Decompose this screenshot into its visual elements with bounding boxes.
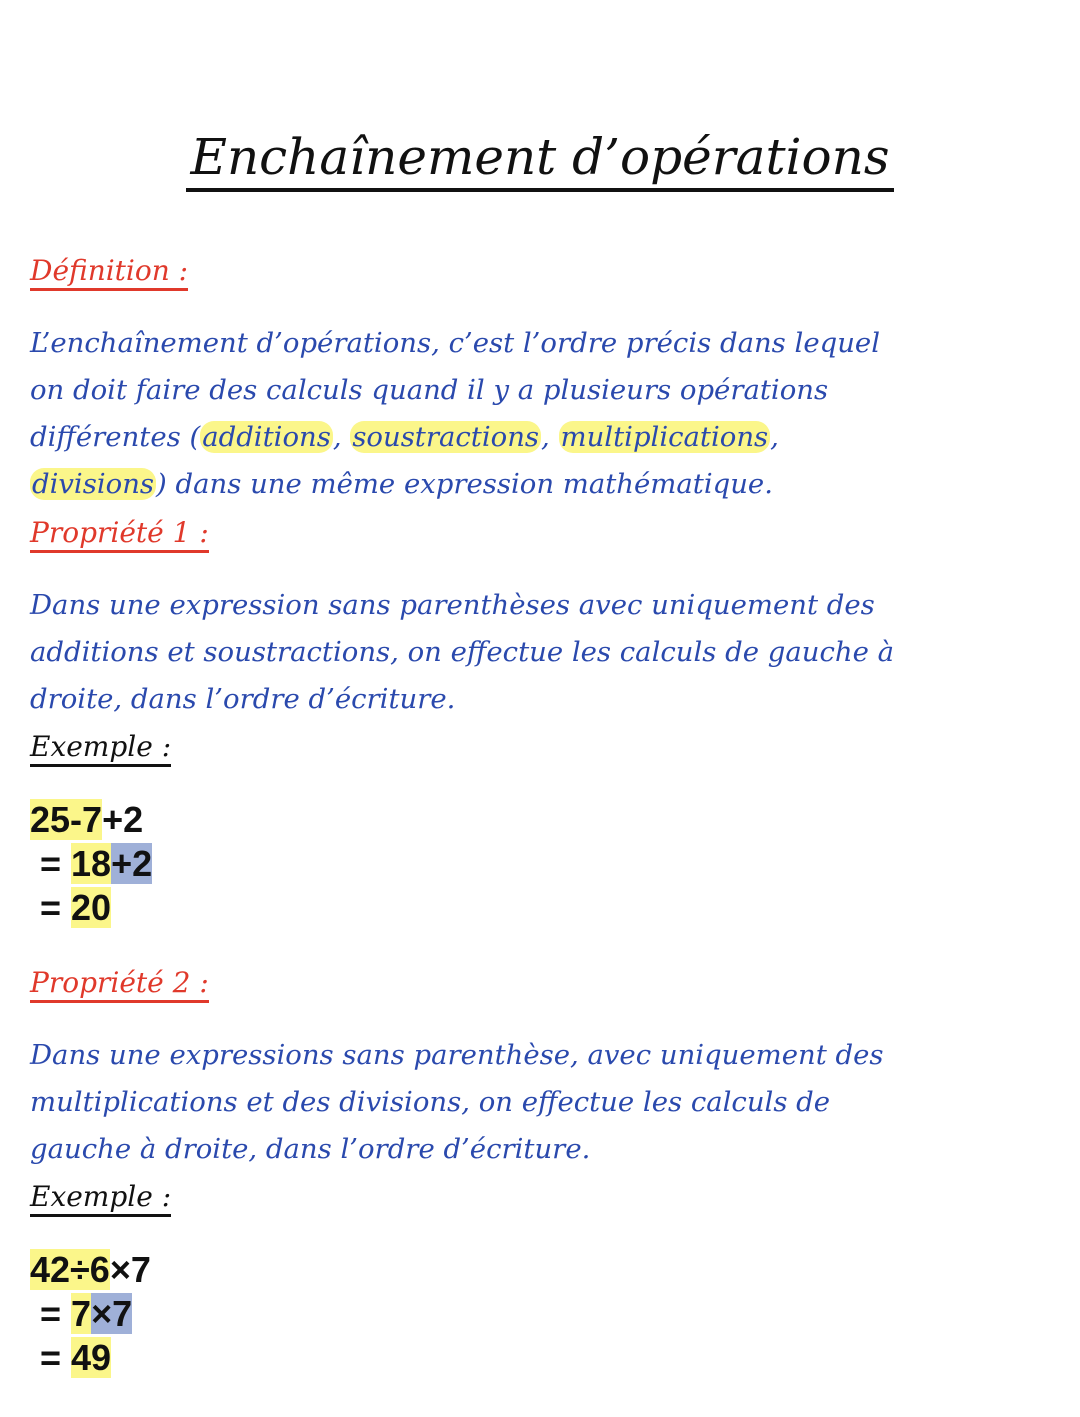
example-step-highlight: 18 <box>71 843 112 884</box>
text: différentes ( <box>30 421 201 453</box>
example-next-highlight: +2 <box>111 843 153 884</box>
definition-line <box>30 461 880 508</box>
property1-example <box>30 798 152 930</box>
text: L’enchaînement d’opérations, c’est l’ordre précis dans lequel <box>30 327 880 359</box>
definition-heading: Définition : <box>30 254 188 291</box>
text: , <box>332 421 351 453</box>
example-step-highlight: 25-7 <box>30 799 103 840</box>
example-result: 49 <box>71 1337 112 1378</box>
text: ) dans une même expression mathématique. <box>156 468 773 500</box>
text: , <box>770 421 779 453</box>
property1-line: additions et soustractions, on effectue les calculs de gauche à <box>30 636 894 668</box>
definition-paragraph <box>30 320 880 508</box>
property2-line: gauche à droite, dans l’ordre d’écriture. <box>30 1133 591 1165</box>
definition-line <box>30 320 880 367</box>
property2-line: Dans une expressions sans parenthèse, avec uniquement des <box>30 1039 884 1071</box>
page-title <box>0 128 1080 186</box>
text: on doit faire des calculs quand il y a plusieurs opérations <box>30 374 829 406</box>
equals: = <box>30 843 72 884</box>
highlight-multiplications: multiplications <box>560 421 769 453</box>
example-step-highlight: 7 <box>71 1293 92 1334</box>
property1-line: droite, dans l’ordre d’écriture. <box>30 683 456 715</box>
property2-heading: Propriété 2 : <box>30 966 209 1003</box>
highlight-additions: additions <box>202 421 331 453</box>
definition-line <box>30 367 880 414</box>
equals: = <box>30 1337 72 1378</box>
highlight-soustractions: soustractions <box>352 421 540 453</box>
example-text: ×7 <box>109 1249 151 1290</box>
highlight-divisions: divisions <box>32 468 155 500</box>
property2-line: multiplications et des divisions, on effectue les calculs de <box>30 1086 831 1118</box>
property2-example-label: Exemple : <box>30 1180 171 1217</box>
text: , <box>541 421 559 453</box>
property1-heading: Propriété 1 : <box>30 516 209 553</box>
example-step-highlight: 42÷6 <box>30 1249 110 1290</box>
property1-line: Dans une expression sans parenthèses avec uniquement des <box>30 589 875 621</box>
property1-example-label: Exemple : <box>30 730 171 767</box>
definition-line <box>30 414 880 461</box>
property1-paragraph <box>30 582 894 723</box>
example-text: +2 <box>102 799 144 840</box>
example-result: 20 <box>71 887 112 928</box>
equals: = <box>30 1293 72 1334</box>
equals: = <box>30 887 72 928</box>
property2-paragraph <box>30 1032 884 1173</box>
property2-example <box>30 1248 151 1380</box>
example-next-highlight: ×7 <box>91 1293 133 1334</box>
title-text: Enchaînement d’opérations <box>186 128 893 192</box>
